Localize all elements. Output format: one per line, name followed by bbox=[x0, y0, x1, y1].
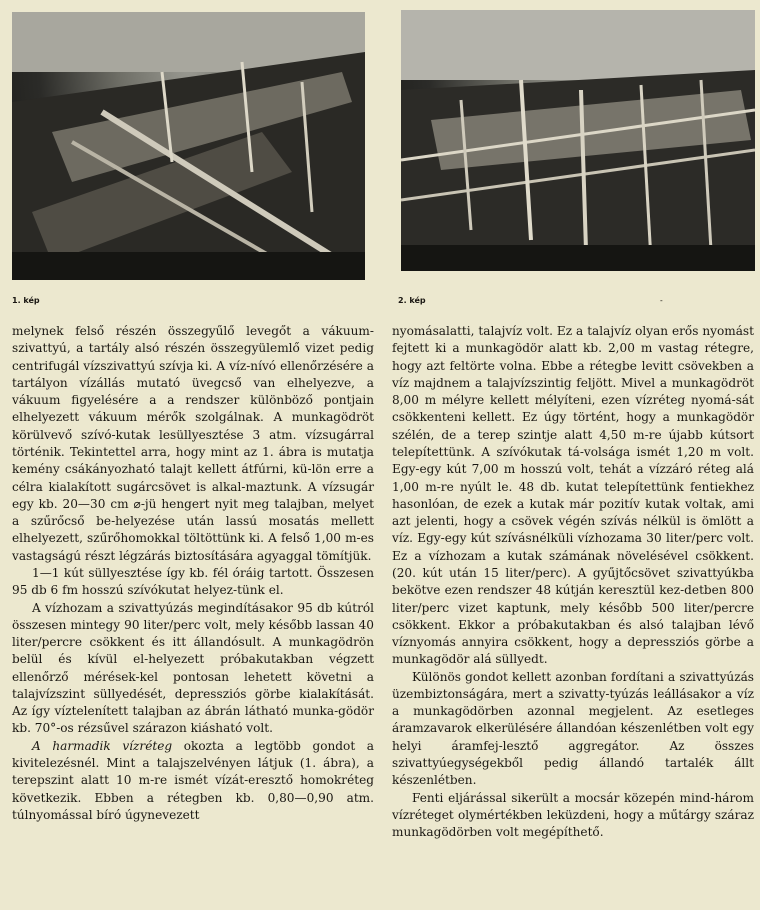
figure-1-photo bbox=[12, 12, 365, 280]
right-text-column bbox=[392, 323, 754, 841]
paragraph bbox=[12, 738, 374, 824]
paragraph: nyomásalatti, talajvíz volt. Ez a talajvíz olyan erős nyomást fejtett ki a munkagödör alatt kb. 2,00 m vastag rétegre, hogy azt feltörte volna. Ebbe a rétegbe levitt csövekben a víz majdnem a talajvízszintig feljött. Mivel a munkagödröt 8,00 m mélyre kellett mélyíteni, ezen vízréteg nyomá-sát csökkenteni kellett. Ez úgy történt, hogy a munkagödör szélén, de a terep szintje alatt 4,50 m-re újabb kútsort telepítettünk. A szívókutak tá-volsága ismét 1,20 m volt. Egy-egy kút 7,00 m hosszú volt, tehát a vízzáró réteg alá 1,00 m-re nyúlt le. 48 db. kutat telepítettünk fentiekhez hasonlóan, de ezek a kutak már pozitív kutak voltak, ami azt jelenti, hogy a csövek végén szívás nélkül is ömlött a víz. Egy-egy kút szívásnélküli vízhozama 30 liter/perc volt. Ez a vízhozam a kutak számának növelésével csökkent. (20. kút után 15 liter/perc). A gyűjtőcsövet szivattyúkba bekötve ezen rendszer 48 kútján keresztül kez-detben 800 liter/perc vizet kaptunk, mely később 500 liter/percre csökkent. Ekkor a próbakutakban és alsó talajban lévő víznyomás annyira csökkent, hogy a depressziós görbe a munkagödör alá süllyedt. bbox=[392, 324, 754, 667]
figure-2-photo bbox=[401, 10, 755, 271]
paragraph: 1—1 kút süllyesztése így kb. fél óráig tartott. Összesen 95 db 6 fm hosszú szívókutat helyez-tünk el. bbox=[12, 565, 374, 598]
paragraph-text: okozta a legtöbb gondot a kivitelezésnél. Mint a talajszelvényen látjuk (1. ábra), a terepszint alatt 10 m-re ismét vízát-eresztő homokréteg következik. Ebben a rétegben kb. 0,80—0,90 atm. túlnyomással bíró úgynevezett bbox=[12, 738, 375, 822]
paragraph: Fenti eljárással sikerült a mocsár közepén mind-három vízréteget olymértékben leküzdeni, hogy a műtárgy száraz munkagödörben volt megépíthető. bbox=[392, 790, 754, 840]
figure-1-caption: 1. kép bbox=[12, 296, 40, 305]
construction-pit-photo-icon bbox=[12, 12, 365, 280]
figure-2-caption: 2. kép bbox=[398, 296, 426, 305]
paragraph: A vízhozam a szivattyúzás megindításakor 95 db kútról összesen mintegy 90 liter/perc volt, mely később lassan 40 liter/percre csökkent és itt állandósult. A munkagödrön belül és kívül el-helyezett próbakutakban végzett ellenőrző mérések-kel pontosan lehetett követni a talajvízszint süllyedését, depressziós görbe kialakítását. Az így víztelenített talajban az ábrán látható munka-gödör kb. 70°-os rézsűvel szárazon kiásható volt. bbox=[12, 600, 374, 736]
left-text-column bbox=[12, 323, 374, 824]
paragraph: Különös gondot kellett azonban fordítani a szivattyúzás üzembiztonságára, mert a szivatty-tyúzás leállásakor a víz a munkagödörben azonnal megjelent. Az esetleges áramzavarok elkerülésére állandóan készenlétben volt egy helyi áramfej-lesztő aggregátor. Az összes szivattyúegységekből pedig állandó tartalék állt készenlétben. bbox=[392, 669, 754, 788]
stray-mark: - bbox=[660, 296, 663, 305]
paragraph: melynek felső részén összegyűlő levegőt a vákuum-szivattyú, a tartály alsó részén összegyülemlő vizet pedig centrifugál vízszivattyú szívja ki. A víz-nívó ellenőrzésére a tartályon vízállás mutató üvegcső van elhelyezve, a vákuum figyelésére a a rendszer különböző pontjain elhelyezett vákuum mérők szolgálnak. A munkagödröt körülvevő szívó-kutak lesüllyesztése 3 atm. vízsugárral történik. Tekintettel arra, hogy mint az 1. ábra is mutatja kemény csákányozható talajt kellett átfúrni, kü-lön erre a célra kialakított sugárcsövet is alkal-maztunk. A vízsugár egy kb. 20—30 cm ⌀-jü hengert nyit meg talajban, melyet a szűrőcső be-helyezése után lassú mosatás mellett elhelyezett, szűrőhomokkal töltöttünk ki. A felső 1,00 m-es vastagságú részt légzárás biztosítására agyaggal tömítjük. bbox=[12, 324, 374, 563]
emphasis: A harmadik vízréteg bbox=[32, 738, 173, 753]
construction-pit-photo-icon bbox=[401, 10, 755, 271]
